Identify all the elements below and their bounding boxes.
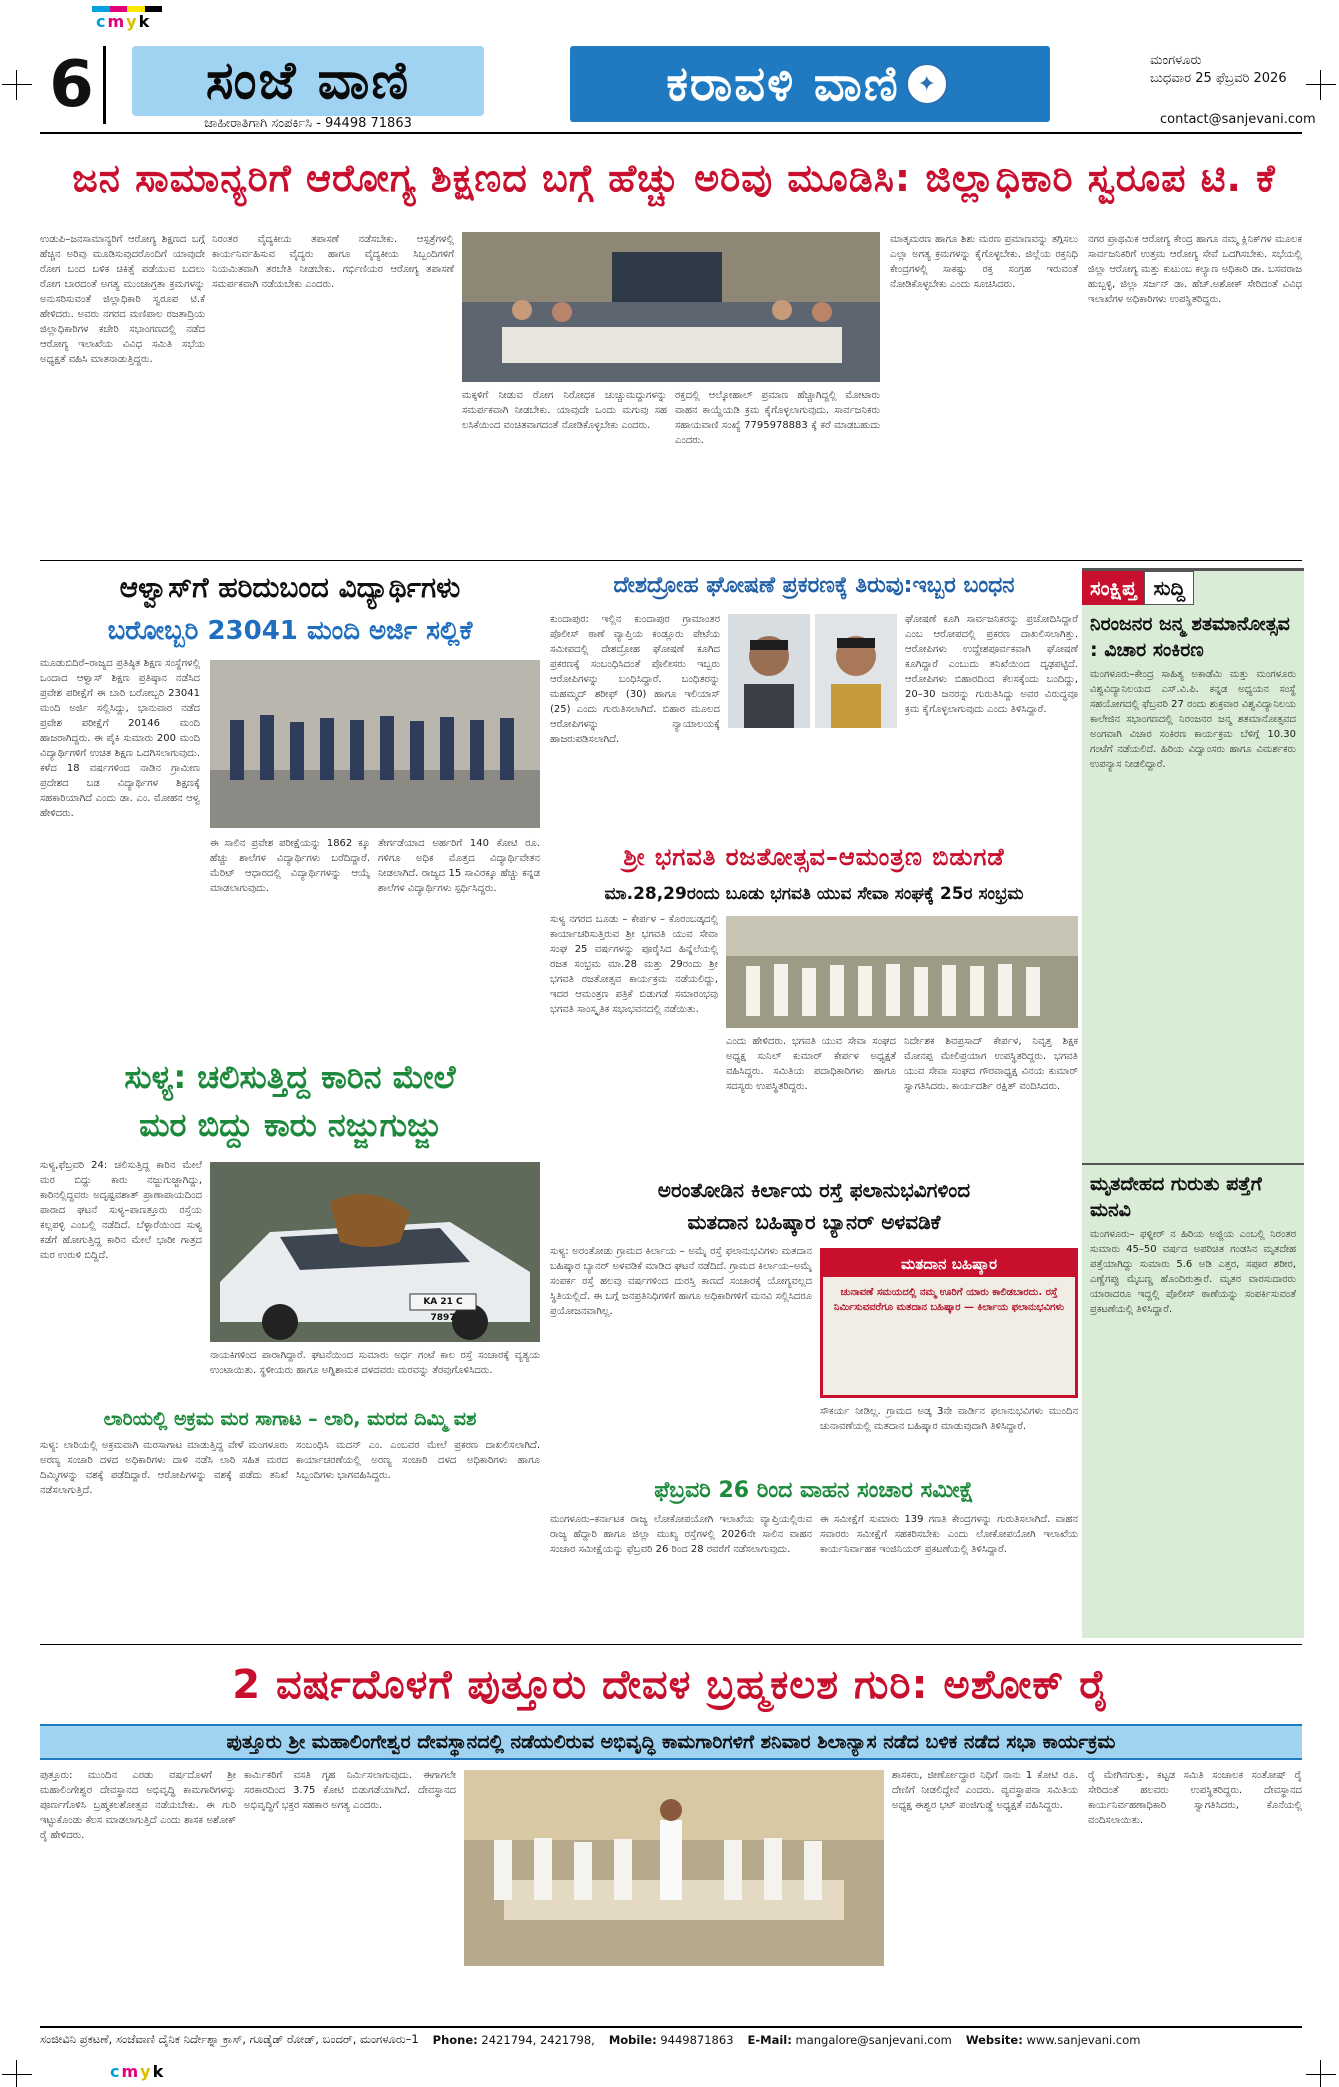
footer-email-label: E-Mail:: [747, 2032, 792, 2047]
accused-photo-2: [815, 614, 897, 728]
dateline: [1150, 52, 1300, 88]
putturu-banner-caption: ಪುತ್ತೂರು ಶ್ರೀ ಮಹಾಲಿಂಗೇಶ್ವರ ದೇವಸ್ಥಾನದಲ್ಲಿ ನಡೆಯಲಿರುವ ಅಭಿವೃದ್ಧಿ ಕಾಮಗಾರಿಗಳಿಗೆ ಶನಿವಾರ ಶಿಲಾನ್ಯಾಸ ನಡೆದ ಬಳಿಕ ನಡೆದ ಸಭಾ ಕಾರ್ಯಕ್ರಮ: [40, 1724, 1302, 1760]
brief2-title: ಮೃತದೇಹದ ಗುರುತು ಪತ್ತೆಗೆ ಮನವಿ: [1082, 1163, 1304, 1227]
bhagavati-col-3: ನಿರ್ದೇಶಕ ಶಿವಪ್ರಸಾದ್ ಕೇರ್ಪಳ, ನಿವೃತ್ತ ಶಿಕ್ಷಕ ಮೋನಪ್ಪ ಮೇಲಿಪ್ರಯಾಗ ಉಪಸ್ಥಿತರಿದ್ದರು. ಭಗವತಿ ಯುವ ಸೇವಾ ಸಂಘದ ಗೌರವಾಧ್ಯಕ್ಷ ವಿನಯ ಕುಮಾರ್ ಸ್ವಾಗತಿಸಿದರು. ಕಾರ್ಯದರ್ಶಿ ರಕ್ಷಿತ್ ವಂದಿಸಿದರು.: [904, 1036, 1078, 1092]
karavali-vani-masthead: [570, 46, 1050, 122]
sullia-headline-line2: ಮರ ಬಿದ್ದು ಕಾರು ನಜ್ಜುಗುಜ್ಜು: [139, 1106, 441, 1144]
alvas-headline: ಆಳ್ವಾಸ್‌ಗೆ ಹರಿದುಬಂದ ವಿದ್ಯಾರ್ಥಿಗಳು: [119, 571, 461, 604]
lead-col-1: ಉಡುಪಿ–ಜನಸಾಮಾನ್ಯರಿಗೆ ಆರೋಗ್ಯ ಶಿಕ್ಷಣದ ಬಗ್ಗೆ ಹೆಚ್ಚಿನ ಅರಿವು ಮೂಡಿಸುವುದರೊಂದಿಗೆ ಯಾವುದೇ ರೋಗ ಬಂದ ಬಳಿಕ ಚಿಕಿತ್ಸೆ ಪಡೆಯುವ ಬದಲು ರೋಗ ಬಾರದಂತೆ ಅಗತ್ಯ ಮುಂಜಾಗ್ರತಾ ಕ್ರಮಗಳನ್ನು ಅನುಸರಿಸುವಂತೆ ಜಿಲ್ಲಾಧಿಕಾರಿ ಸ್ವರೂಪ ಟಿ.ಕೆ ಹೇಳಿದರು. ಅವರು ನಗರದ ಮಣಿಪಾಲ ರಜತಾದ್ರಿಯ ಜಿಲ್ಲಾಧಿಕಾರಿಗಳ ಕಚೇರಿ ಸಭಾಂಗಣದಲ್ಲಿ ನಡೆದ ಆರೋಗ್ಯ ಇಲಾಖೆಯ ವಿವಿಧ ಸಮಿತಿ ಸಭೆಯ ಅಧ್ಯಕ್ಷತೆ ವಹಿಸಿ ಮಾತನಾಡುತ್ತಿದ್ದರು.: [40, 234, 205, 365]
masthead-rule: [40, 132, 1302, 134]
brief1-text: ಮಂಗಳೂರು–ಕೇಂದ್ರ ಸಾಹಿತ್ಯ ಅಕಾಡೆಮಿ ಮತ್ತು ಮಂಗಳೂರು ವಿಶ್ವವಿದ್ಯಾನಿಲಯದ ಎಸ್.ವಿ.ಪಿ. ಕನ್ನಡ ಅಧ್ಯಯನ ಸಂಸ್ಥೆ ಸಹಯೋಗದಲ್ಲಿ ಫೆಬ್ರವರಿ 27 ರಂದು ಶುಕ್ರವಾರ ವಿಶ್ವವಿದ್ಯಾನಿಲಯ ಕಾಲೇಜಿನ ಸಭಾಂಗಣದಲ್ಲಿ ನಿರಂಜನರ ಜನ್ಮ ಶತಮಾನೋತ್ಸವದ ಅಂಗವಾಗಿ ವಿಚಾರ ಸಂಕಿರಣ ಕಾರ್ಯಕ್ರಮ ಬೆಳಿಗ್ಗೆ 10.30 ಗಂಟೆಗೆ ನಡೆಯಲಿದೆ. ಹಿರಿಯ ವಿದ್ವಾಂಸರು ಹಾಗೂ ವಿಮರ್ಶಕರು ಉಪನ್ಯಾಸ ನೀಡಲಿದ್ದಾರೆ.: [1090, 669, 1296, 770]
putturu-col-1: ಪುತ್ತೂರು: ಮುಂದಿನ ಎರಡು ವರ್ಷದೊಳಗೆ ಶ್ರೀ ಮಹಾಲಿಂಗೇಶ್ವರ ದೇವಸ್ಥಾನದ ಅಭಿವೃದ್ಧಿ ಕಾಮಗಾರಿಗಳನ್ನು ಪೂರ್ಣಗೊಳಿಸಿ ಬ್ರಹ್ಮಕಲಶೋತ್ಸವ ನಡೆಯಬೇಕು. ಈ ಗುರಿ ಇಟ್ಟುಕೊಂಡು ಕೆಲಸ ಮಾಡಲಾಗುತ್ತಿದೆ ಎಂದು ಶಾಸಕ ಅಶೋಕ್ ರೈ ಹೇಳಿದರು.: [40, 1770, 236, 1841]
dateline-city: ಮಂಗಳೂರು: [1150, 53, 1202, 68]
registration-mark-right-bottom: [1306, 2060, 1336, 2087]
sullia-col-1: ಸುಳ್ಯ,ಫೆಬ್ರವರಿ 24: ಚಲಿಸುತ್ತಿದ್ದ ಕಾರಿನ ಮೇಲೆ ಮರ ಬಿದ್ದು ಕಾರು ನಜ್ಜುಗುಜ್ಜಾಗಿದ್ದು, ಕಾರಿನಲ್ಲಿದ್ದವರು ಅದೃಷ್ಟವಶಾತ್ ಪ್ರಾಣಾಪಾಯದಿಂದ ಪಾರಾದ ಘಟನೆ ಸುಳ್ಯ–ಪಾಣತ್ತೂರು ರಸ್ತೆಯ ಕಲ್ಲಪಳ್ಳಿ ಎಂಬಲ್ಲಿ ನಡೆದಿದೆ. ಬೆಳ್ಳಾರೆಯಿಂದ ಸುಳ್ಯ ಕಡೆಗೆ ಹೋಗುತ್ತಿದ್ದ ಕಾರಿನ ಮೇಲೆ ಭಾರೀ ಗಾತ್ರದ ಮರ ಉರುಳಿ ಬಿದ್ದಿದೆ.: [40, 1160, 202, 1261]
sedition-headline: ದೇಶದ್ರೋಹ ಘೋಷಣೆ ಪ್ರಕರಣಕ್ಕೆ ತಿರುವು:ಇಬ್ಬರ ಬಂಧನ: [613, 573, 1015, 598]
page-number: 6: [40, 46, 106, 124]
footer-publisher: ಸಂಜೀವಿನಿ ಪ್ರಕಟಣೆ, ಸಂಜೆವಾಣಿ ದೈನಿಕ ನಿರ್ದೇಶ್ನಾ ಕ್ರಾಸ್, ಗೂಡ್ಶೆಡ್ ರೋಡ್, ಬಂದರ್, ಮಂಗಳೂರು–1: [40, 2032, 419, 2046]
dove-icon: ✦: [906, 63, 948, 105]
briefs-label: [1082, 571, 1304, 605]
putturu-col-3: ಶಾಸಕರು, ಜೀರ್ಣೋದ್ಧಾರ ನಿಧಿಗೆ ನಾನು 1 ಕೋಟಿ ರೂ. ದೇಣಿಗೆ ನೀಡಲಿದ್ದೇನೆ ಎಂದರು. ವ್ಯವಸ್ಥಾಪನಾ ಸಮಿತಿಯ ಅಧ್ಯಕ್ಷ ಈಶ್ವರ ಭಟ್ ಪಂಜಿಗುಡ್ಡೆ ಅಧ್ಯಕ್ಷತೆ ವಹಿಸಿದ್ದರು.: [892, 1770, 1078, 1811]
footer-mobile: 9449871863: [660, 2032, 734, 2047]
contact-email: contact@sanjevani.com: [1160, 112, 1316, 127]
lead-col-5: ಮಾತೃಮರಣ ಹಾಗೂ ಶಿಶು ಮರಣ ಪ್ರಮಾಣವನ್ನು ತಗ್ಗಿಸಲು ಎಲ್ಲಾ ಅಗತ್ಯ ಕ್ರಮಗಳನ್ನು ಕೈಗೊಳ್ಳಬೇಕು. ಜಿಲ್ಲೆಯ ರಕ್ತನಿಧಿ ಕೇಂದ್ರಗಳಲ್ಲಿ ಸಾಕಷ್ಟು ರಕ್ತ ಸಂಗ್ರಹ ಇರುವಂತೆ ನೋಡಿಕೊಳ್ಳಬೇಕು ಎಂದು ಸೂಚಿಸಿದರು.: [890, 234, 1078, 290]
footer-email[interactable]: mangalore@sanjevani.com: [795, 2032, 952, 2047]
footer-mobile-label: Mobile:: [608, 2032, 657, 2047]
bhagavati-subhead: ಮಾ.28,29ರಂದು ಬೂಡು ಭಗವತಿ ಯುವ ಸೇವಾ ಸಂಘಕ್ಕೆ 25ರ ಸಂಭ್ರಮ: [604, 884, 1024, 904]
sedition-col-2: ಘೋಷಣೆ ಕೂಗಿ ಸಾರ್ವಜನಿಕರನ್ನು ಪ್ರಚೋದಿಸಿದ್ದಾರೆ ಎಂಬ ಆರೋಪದಲ್ಲಿ ಪ್ರಕರಣ ದಾಖಲಿಸಲಾಗಿತ್ತು. ಆರೋಪಿಗಳು ಉದ್ದೇಶಪೂರ್ವಕವಾಗಿ ಘೋಷಣೆ ಕೂಗಿದ್ದಾರೆ ಎಂಬುದು ತನಿಖೆಯಿಂದ ದೃಢಪಟ್ಟಿದೆ. ಆರೋಪಿಗಳು ಬಿಹಾರದಿಂದ ಕೆಲಸಕ್ಕೆಂದು ಬಂದಿದ್ದು, 20–30 ಜನರನ್ನು ಗುರುತಿಸಿದ್ದು ಅವರ ವಿರುದ್ಧವೂ ಕ್ರಮ ಕೈಗೊಳ್ಳಲಾಗುವುದು ಎಂದು ತಿಳಿಸಿದ್ದಾರೆ.: [905, 614, 1078, 715]
putturu-col-2: ಕಾರ್ಮಿಕರಿಗೆ ವಸತಿ ಗೃಹ ನಿರ್ಮಿಸಲಾಗುವುದು. ಈಗಾಗಲೇ ಸರಕಾರದಿಂದ 3.75 ಕೋಟಿ ಬಿಡುಗಡೆಯಾಗಿದೆ. ದೇವಸ್ಥಾನದ ಅಭಿವೃದ್ಧಿಗೆ ಭಕ್ತರ ಸಹಕಾರ ಅಗತ್ಯ ಎಂದರು.: [244, 1770, 456, 1811]
briefs-label-a: ಸಂಕ್ಷಿಪ್ತ: [1082, 571, 1144, 605]
damaged-car-photo: [210, 1162, 540, 1342]
accused-photo-1: [728, 614, 810, 728]
footer-phone: 2421794, 2421798,: [481, 2032, 595, 2047]
putturu-headline: 2 ವರ್ಷದೊಳಗೆ ಪುತ್ತೂರು ದೇವಳ ಬ್ರಹ್ಮಕಲಶ ಗುರಿ: ಅಶೋಕ್ ರೈ: [232, 1662, 1110, 1708]
cmyk-mark-top: cmyk: [96, 12, 152, 31]
cmyk-bar: [92, 6, 162, 12]
brief2-text: ಮಂಗಳೂರು– ಫಳ್ನೀರ್ ನ ಹಿರಿಯ ಅಜ್ಜಿಯ ಎಂಬಲ್ಲಿ ನಿರಂತರ ಸುಮಾರು 45–50 ವರ್ಷದ ಅಪರಿಚಿತ ಗಂಡಸಿನ ಮೃತದೇಹ ಪತ್ತೆಯಾಗಿದ್ದು ಸುಮಾರು 5.6 ಅಡಿ ಎತ್ತರ, ಸಪೂರ ಶರೀರ, ಎಣ್ಣೆಗಪ್ಪು ಮೈಬಣ್ಣ ಹೊಂದಿರುತ್ತಾರೆ. ಮೃತರ ವಾರಸುದಾರರು ಯಾರಾದರೂ ಇದ್ದಲ್ಲಿ ಪೊಲೀಸ್ ಠಾಣೆಯನ್ನು ಸಂಪರ್ಕಿಸುವಂತೆ ಪ್ರಕಟಣೆಯಲ್ಲಿ ತಿಳಿಸಿದ್ದಾರೆ.: [1090, 1229, 1296, 1315]
meeting-photo: [462, 232, 880, 382]
boycott-banner-title: ಮತದಾನ ಬಹಿಷ್ಕಾರ: [823, 1251, 1075, 1277]
footer-web[interactable]: www.sanjevani.com: [1026, 2032, 1141, 2047]
boycott-headline-line2: ಮತದಾನ ಬಹಿಷ್ಕಾರ ಬ್ಯಾನರ್ ಅಳವಡಿಕೆ: [687, 1210, 941, 1234]
sullia-col-3: ನಾಯಕಿಗಳಿಂದ ಪಾರಾಗಿದ್ದಾರೆ. ಘಟನೆಯಿಂದ ಸುಮಾರು ಅರ್ಧ ಗಂಟೆ ಕಾಲ ರಸ್ತೆ ಸಂಚಾರಕ್ಕೆ ವ್ಯತ್ಯಯ ಉಂಟಾಯಿತು. ಸ್ಥಳೀಯರು ಹಾಗೂ ಅಗ್ನಿಶಾಮಕ ದಳದವರು ಮರವನ್ನು ತೆರವುಗೊಳಿಸಿದರು.: [210, 1350, 540, 1376]
traffic-col-1: ಮಂಗಳೂರು–ಕರ್ನಾಟಕ ರಾಜ್ಯ ಲೋಕೋಪಯೋಗಿ ಇಲಾಖೆಯ ವ್ಯಾಪ್ತಿಯಲ್ಲಿರುವ ರಾಜ್ಯ ಹೆದ್ದಾರಿ ಹಾಗೂ ಜಿಲ್ಲಾ ಮುಖ್ಯ ರಸ್ತೆಗಳಲ್ಲಿ 2026ನೇ ಸಾಲಿನ ವಾಹನ ಸಂಚಾರ ಸಮೀಕ್ಷೆಯನ್ನು ಫೆಬ್ರವರಿ 26 ರಿಂದ 28 ರವರೆಗೆ ನಡೆಸಲಾಗುವುದು.: [550, 1514, 812, 1555]
traffic-col-2: ಈ ಸಮೀಕ್ಷೆಗೆ ಸುಮಾರು 139 ಗಣತಿ ಕೇಂದ್ರಗಳನ್ನು ಗುರುತಿಸಲಾಗಿದೆ. ವಾಹನ ಸವಾರರು ಸಮೀಕ್ಷೆಗೆ ಸಹಕರಿಸಬೇಕು ಎಂದು ಲೋಕೋಪಯೋಗಿ ಇಲಾಖೆಯ ಕಾರ್ಯನಿರ್ವಾಹಕ ಇಂಜಿನಿಯರ್ ಪ್ರಕಟಣೆಯಲ್ಲಿ ತಿಳಿಸಿದ್ದಾರೆ.: [820, 1514, 1078, 1555]
registration-mark-right: [1306, 70, 1336, 100]
boycott-headline-line1: ಅರಂತೋಡಿನ ಕಿರ್ಲಾಯ ರಸ್ತೆ ಫಲಾನುಭವಿಗಳಿಂದ: [657, 1178, 971, 1202]
dateline-date: ಬುಧವಾರ 25 ಫೆಬ್ರವರಿ 2026: [1150, 71, 1287, 86]
briefs-label-b: ಸುದ್ದಿ: [1144, 571, 1194, 605]
alvas-col-3: ತೇರ್ಗಡೆಯಾದ ಅರ್ಹರಿಗೆ 140 ಕೋಟಿ ರೂ. ಗಳಿಗೂ ಅಧಿಕ ಮೊತ್ತದ ವಿದ್ಯಾರ್ಥಿವೇತನ ನೀಡಲಾಗಿದೆ. ರಾಜ್ಯದ 15 ಸಾವಿರಕ್ಕೂ ಹೆಚ್ಚು ಕನ್ನಡ ಶಾಲೆಗಳ ವಿದ್ಯಾರ್ಥಿಗಳು ಸ್ಪರ್ಧಿಸಿದ್ದರು.: [378, 838, 540, 894]
bhagavati-headline: ಶ್ರೀ ಭಗವತಿ ರಜತೋತ್ಸವ–ಆಮಂತ್ರಣ ಬಿಡುಗಡೆ: [623, 843, 1005, 871]
ad-contact-line: ಜಾಹೀರಾತಿಗಾಗಿ ಸಂಪರ್ಕಿಸಿ - 94498 71863: [204, 116, 412, 131]
lead-col-4: ರಕ್ತದಲ್ಲಿ ಆಲ್ಕೋಹಾಲ್ ಪ್ರಮಾಣ ಹೆಚ್ಚಾಗಿದ್ದಲ್ಲಿ ಮೋಟಾರು ವಾಹನ ಕಾಯ್ದೆಯಡಿ ಕ್ರಮ ಕೈಗೊಳ್ಳಲಾಗುವುದು. ಸಾರ್ವಜನಿಕರು ಸಹಾಯವಾಣಿ ಸಂಖ್ಯೆ 7795978883 ಕ್ಕೆ ಕರೆ ಮಾಡಬಹುದು ಎಂದರು.: [675, 390, 880, 446]
bhagavati-col-2: ಎಂದು ಹೇಳಿದರು. ಭಗವತಿ ಯುವ ಸೇವಾ ಸಂಘದ ಅಧ್ಯಕ್ಷ ಸುನಿಲ್ ಕುಮಾರ್ ಕೇರ್ಪಳ ಅಧ್ಯಕ್ಷತೆ ವಹಿಸಿದ್ದರು. ಸಮಿತಿಯ ಪದಾಧಿಕಾರಿಗಳು ಹಾಗೂ ಸದಸ್ಯರು ಉಪಸ್ಥಿತರಿದ್ದರು.: [726, 1036, 896, 1092]
lorry-col-2: ಸಂಬಂಧಿಸಿ ಮದನ್ ಎಂ. ಎಂಬವರ ಮೇಲೆ ಪ್ರಕರಣ ದಾಖಲಿಸಲಾಗಿದೆ. ಕಾರ್ಯಾಚರಣೆಯಲ್ಲಿ ಅರಣ್ಯ ಸಂಚಾರಿ ದಳದ ಅಧಿಕಾರಿಗಳು ಹಾಗೂ ಸಿಬ್ಬಂದಿಗಳು ಭಾಗವಹಿಸಿದ್ದರು.: [296, 1440, 540, 1481]
alvas-subhead: ಬರೋಬ್ಬರಿ 23041 ಮಂದಿ ಅರ್ಜಿ ಸಲ್ಲಿಕೆ: [107, 616, 473, 646]
boycott-banner-body: ಚುನಾವಣೆ ಸಮಯದಲ್ಲಿ ನಮ್ಮ ಊರಿಗೆ ಯಾರು ಕಾಲಿಡಬಾರದು. ರಸ್ತೆ ನಿರ್ಮಿಸುವವರೆಗೂ ಮತದಾನ ಬಹಿಷ್ಕಾರ — ಕಿರ್ಲಾಯ ಫಲಾನುಭವಿಗಳು: [833, 1287, 1065, 1313]
alvas-col-2: ಈ ಸಾಲಿನ ಪ್ರವೇಶ ಪರೀಕ್ಷೆಯನ್ನು 1862 ಕ್ಕೂ ಹೆಚ್ಚು ಶಾಲೆಗಳ ವಿದ್ಯಾರ್ಥಿಗಳು ಬರೆದಿದ್ದಾರೆ. ಮೆರಿಟ್ ಆಧಾರದಲ್ಲಿ ವಿದ್ಯಾರ್ಥಿಗಳನ್ನು ಆಯ್ಕೆ ಮಾಡಲಾಗುವುದು.: [210, 838, 370, 894]
cmyk-mark-bottom: cmyk: [110, 2062, 166, 2081]
sanjevani-logo-text: ಸಂಜೆ ವಾಣಿ: [205, 50, 411, 111]
boycott-col-1: ಸುಳ್ಯ: ಅರಂತೋಡು ಗ್ರಾಮದ ಕಿರ್ಲಾಯ – ಅಮೈ ರಸ್ತೆ ಫಲಾನುಭವಿಗಳು ಮತದಾನ ಬಹಿಷ್ಕಾರ ಬ್ಯಾನರ್ ಅಳವಡಿಕೆ ಮಾಡಿದ ಘಟನೆ ನಡೆದಿದೆ. ಗ್ರಾಮದ ಕಿರ್ಲಾಯ–ಅಮೈ ಸಂಪರ್ಕ ರಸ್ತೆ ಹಲವು ವರ್ಷಗಳಿಂದ ದುರಸ್ತಿ ಕಾಣದೆ ಸಂಚಾರಕ್ಕೆ ಯೋಗ್ಯವಲ್ಲದ ಸ್ಥಿತಿಯಲ್ಲಿದೆ. ಈ ಬಗ್ಗೆ ಜನಪ್ರತಿನಿಧಿಗಳಿಗೆ ಹಾಗೂ ಅಧಿಕಾರಿಗಳಿಗೆ ಮನವಿ ಸಲ್ಲಿಸಿದರೂ ಪ್ರಯೋಜನವಾಗಿಲ್ಲ.: [550, 1246, 812, 1317]
car-number-plate: KA 21 C 7897: [423, 1297, 463, 1323]
sanjevani-masthead: [132, 46, 484, 116]
registration-mark-left: [2, 70, 32, 100]
lorry-headline: ಲಾರಿಯಲ್ಲಿ ಅಕ್ರಮ ಮರ ಸಾಗಾಟ – ಲಾರಿ, ಮರದ ದಿಮ್ಮಿ ವಶ: [103, 1408, 477, 1430]
boycott-banner-photo: [820, 1248, 1078, 1398]
students-photo: [210, 660, 540, 828]
sedition-col-1: ಕುಂದಾಪುರ: ಇಲ್ಲಿನ ಕುಂದಾಪುರ ಗ್ರಾಮಾಂತರ ಪೊಲೀಸ್ ಠಾಣೆ ವ್ಯಾಪ್ತಿಯ ಕಂಡ್ಲೂರು ಪೇಟೆಯ ಸಮೀಪದಲ್ಲಿ ದೇಶದ್ರೋಹ ಘೋಷಣೆ ಕೂಗಿದ ಪ್ರಕರಣಕ್ಕೆ ಸಂಬಂಧಿಸಿದಂತೆ ಪೊಲೀಸರು ಇಬ್ಬರು ಆರೋಪಿಗಳನ್ನು ಬಂಧಿಸಿದ್ದಾರೆ. ಬಂಧಿತರನ್ನು ಮಹಮ್ಮದ್ ಶರೀಫ್ (30) ಹಾಗೂ ಇಲಿಯಾಸ್ (25) ಎಂದು ಗುರುತಿಸಲಾಗಿದೆ. ಬಿಹಾರ ಮೂಲದ ಆರೋಪಿಗಳನ್ನು ನ್ಯಾಯಾಲಯಕ್ಕೆ ಹಾಜರುಪಡಿಸಲಾಗಿದೆ.: [550, 614, 720, 745]
putturu-event-photo: [464, 1770, 884, 1966]
footer-web-label: Website:: [965, 2032, 1023, 2047]
lead-col-3: ಮಕ್ಕಳಿಗೆ ನೀಡುವ ರೋಗ ನಿರೋಧಕ ಚುಚ್ಚುಮದ್ದುಗಳನ್ನು ಸಮರ್ಪಕವಾಗಿ ನೀಡಬೇಕು. ಯಾವುದೇ ಒಂದು ಮಗುವು ಸಹ ಲಸಿಕೆಯಿಂದ ವಂಚಿತವಾಗದಂತೆ ನೋಡಿಕೊಳ್ಳಬೇಕು ಎಂದರು.: [462, 390, 667, 431]
lorry-col-1: ಸುಳ್ಯ: ಲಾರಿಯಲ್ಲಿ ಅಕ್ರಮವಾಗಿ ಮರಸಾಗಾಟ ಮಾಡುತ್ತಿದ್ದ ವೇಳೆ ಮಂಗಳೂರು ಅರಣ್ಯ ಸಂಚಾರಿ ದಳದ ಅಧಿಕಾರಿಗಳು ದಾಳಿ ನಡೆಸಿ ಲಾರಿ ಸಹಿತ ಮರದ ದಿಮ್ಮಿಗಳನ್ನು ವಶಕ್ಕೆ ಪಡೆದಿದ್ದಾರೆ. ಆರೋಪಿಗಳನ್ನು ವಶಕ್ಕೆ ಪಡೆದು ತನಿಖೆ ನಡೆಸಲಾಗುತ್ತಿದೆ.: [40, 1440, 288, 1496]
bhagavati-col-1: ಸುಳ್ಯ ನಗರದ ಬೂಡು – ಕೇರ್ಪಳ – ಕೊರಂಬಡ್ಕದಲ್ಲಿ ಕಾರ್ಯಾಚರಿಸುತ್ತಿರುವ ಶ್ರೀ ಭಗವತಿ ಯುವ ಸೇವಾ ಸಂಘ 25 ವರ್ಷಗಳನ್ನು ಪೂರೈಸಿದ ಹಿನ್ನೆಲೆಯಲ್ಲಿ ರಜತ ಸಂಭ್ರಮ ಮಾ.28 ಮತ್ತು 29ರಂದು ಶ್ರೀ ಭಗವತಿ ರಜತೋತ್ಸವ ಕಾರ್ಯಕ್ರಮ ನಡೆಯಲಿದ್ದು, ಇದರ ಆಮಂತ್ರಣ ಪತ್ರಿಕೆ ಬಿಡುಗಡೆ ಸಮಾರಂಭವು ಭಗವತಿ ಸಾಂಸ್ಕೃತಿಕ ಸಭಾಭವನದಲ್ಲಿ ನಡೆಯಿತು.: [550, 914, 718, 1015]
mid-bottom-rule: [40, 1644, 1302, 1645]
registration-mark-left-bottom: [2, 2060, 32, 2087]
publisher-footer: [40, 2026, 1302, 2048]
lead-headline: ಜನ ಸಾಮಾನ್ಯರಿಗೆ ಆರೋಗ್ಯ ಶಿಕ್ಷಣದ ಬಗ್ಗೆ ಹೆಚ್ಚು ಅರಿವು ಮೂಡಿಸಿ: ಜಿಲ್ಲಾಧಿಕಾರಿ ಸ್ವರೂಪ ಟಿ. ಕೆ: [72, 156, 1276, 200]
lead-col-2: ನಿರಂತರ ವೈದ್ಯಕೀಯ ತಪಾಸಣೆ ನಡೆಸಬೇಕು. ಆಸ್ಪತ್ರೆಗಳಲ್ಲಿ ಕಾರ್ಯನಿರ್ವಹಿಸುವ ವೈದ್ಯರು ಹಾಗೂ ವೈದ್ಯಕೀಯ ಸಿಬ್ಬಂದಿಗಳಿಗೆ ನಿಯಮಿತವಾಗಿ ತರಬೇತಿ ನೀಡಬೇಕು. ಗರ್ಭಿಣಿಯರ ಆರೋಗ್ಯ ತಪಾಸಣೆ ಸಮರ್ಪಕವಾಗಿ ನಡೆಯಬೇಕು ಎಂದರು.: [212, 234, 454, 290]
traffic-headline: ಫೆಬ್ರವರಿ 26 ರಿಂದ ವಾಹನ ಸಂಚಾರ ಸಮೀಕ್ಷೆ: [654, 1478, 974, 1503]
bhagavati-photo: [726, 916, 1078, 1028]
lead-bottom-rule: [40, 560, 1302, 561]
brief1-title: ನಿರಂಜನರ ಜನ್ಮ ಶತಮಾನೋತ್ಸವ : ವಿಚಾರ ಸಂಕಿರಣ: [1090, 613, 1290, 661]
sullia-headline-line1: ಸುಳ್ಯ: ಚಲಿಸುತ್ತಿದ್ದ ಕಾರಿನ ಮೇಲೆ: [124, 1058, 456, 1096]
briefs-sidebar: [1082, 568, 1304, 1638]
alvas-col-1: ಮೂಡುಬಿದಿರೆ–ರಾಜ್ಯದ ಪ್ರತಿಷ್ಠಿತ ಶಿಕ್ಷಣ ಸಂಸ್ಥೆಗಳಲ್ಲಿ ಒಂದಾದ ಆಳ್ವಾಸ್ ಶಿಕ್ಷಣ ಪ್ರತಿಷ್ಠಾನ ನಡೆಸಿದ ಪ್ರವೇಶ ಪರೀಕ್ಷೆಗೆ ಈ ಬಾರಿ ಬರೋಬ್ಬರಿ 23041 ಮಂದಿ ಅರ್ಜಿ ಸಲ್ಲಿಸಿದ್ದು, ಭಾನುವಾರ ನಡೆದ ಪ್ರವೇಶ ಪರೀಕ್ಷೆಗೆ 20146 ಮಂದಿ ಹಾಜರಾಗಿದ್ದರು. ಈ ಪೈಕಿ ಸುಮಾರು 200 ಮಂದಿ ವಿದ್ಯಾರ್ಥಿಗಳಿಗೆ ಉಚಿತ ಶಿಕ್ಷಣ ಒದಗಿಸಲಾಗುವುದು. ಕಳೆದ 18 ವರ್ಷಗಳಿಂದ ನಾಡಿನ ಗ್ರಾಮೀಣ ಪ್ರದೇಶದ ಬಡ ವಿದ್ಯಾರ್ಥಿಗಳ ಶಿಕ್ಷಣಕ್ಕೆ ಸಹಕಾರಿಯಾಗಿದೆ ಎಂದು ಡಾ. ಎಂ. ಮೋಹನ ಆಳ್ವ ಹೇಳಿದರು.: [40, 658, 200, 819]
lead-col-6: ನಗರ ಪ್ರಾಥಮಿಕ ಆರೋಗ್ಯ ಕೇಂದ್ರ ಹಾಗೂ ನಮ್ಮ ಕ್ಲಿನಿಕ್‌ಗಳ ಮೂಲಕ ಸಾರ್ವಜನಿಕರಿಗೆ ಉತ್ತಮ ಆರೋಗ್ಯ ಸೇವೆ ಒದಗಿಸಬೇಕು. ಸಭೆಯಲ್ಲಿ ಜಿಲ್ಲಾ ಆರೋಗ್ಯ ಮತ್ತು ಕುಟುಂಬ ಕಲ್ಯಾಣ ಅಧಿಕಾರಿ ಡಾ. ಬಸವರಾಜ ಹುಬ್ಬಳ್ಳಿ, ಜಿಲ್ಲಾ ಸರ್ಜನ್ ಡಾ. ಹೆಚ್.ಅಶೋಕ್ ಸೇರಿದಂತೆ ವಿವಿಧ ಇಲಾಖೆಗಳ ಅಧಿಕಾರಿಗಳು ಉಪಸ್ಥಿತರಿದ್ದರು.: [1088, 234, 1302, 305]
boycott-col-2: ಸೌಕರ್ಯ ನೀಡಿಲ್ಲ. ಗ್ರಾಮದ ಅಡ್ಕ 3ನೇ ವಾರ್ಡಿನ ಫಲಾನುಭವಿಗಳು ಮುಂದಿನ ಚುನಾವಣೆಯಲ್ಲಿ ಮತದಾನ ಬಹಿಷ್ಕಾರ ಮಾಡುವುದಾಗಿ ತಿಳಿಸಿದ್ದಾರೆ.: [820, 1406, 1078, 1432]
footer-phone-label: Phone:: [432, 2032, 478, 2047]
karavali-vani-logo-text: ಕರಾವಳಿ ವಾಣಿ: [666, 55, 900, 112]
putturu-col-4: ರೈ ಮೇಗಿನಗುತ್ತು, ಕಟ್ಟಡ ಸಮಿತಿ ಸಂಚಾಲಕ ಸಂತೋಷ್ ರೈ ಸೇರಿದಂತೆ ಹಲವರು ಉಪಸ್ಥಿತರಿದ್ದರು. ದೇವಸ್ಥಾನದ ಕಾರ್ಯನಿರ್ವಹಣಾಧಿಕಾರಿ ಸ್ವಾಗತಿಸಿದರು, ಕೊನೆಯಲ್ಲಿ ವಂದಿಸಲಾಯಿತು.: [1088, 1770, 1302, 1826]
